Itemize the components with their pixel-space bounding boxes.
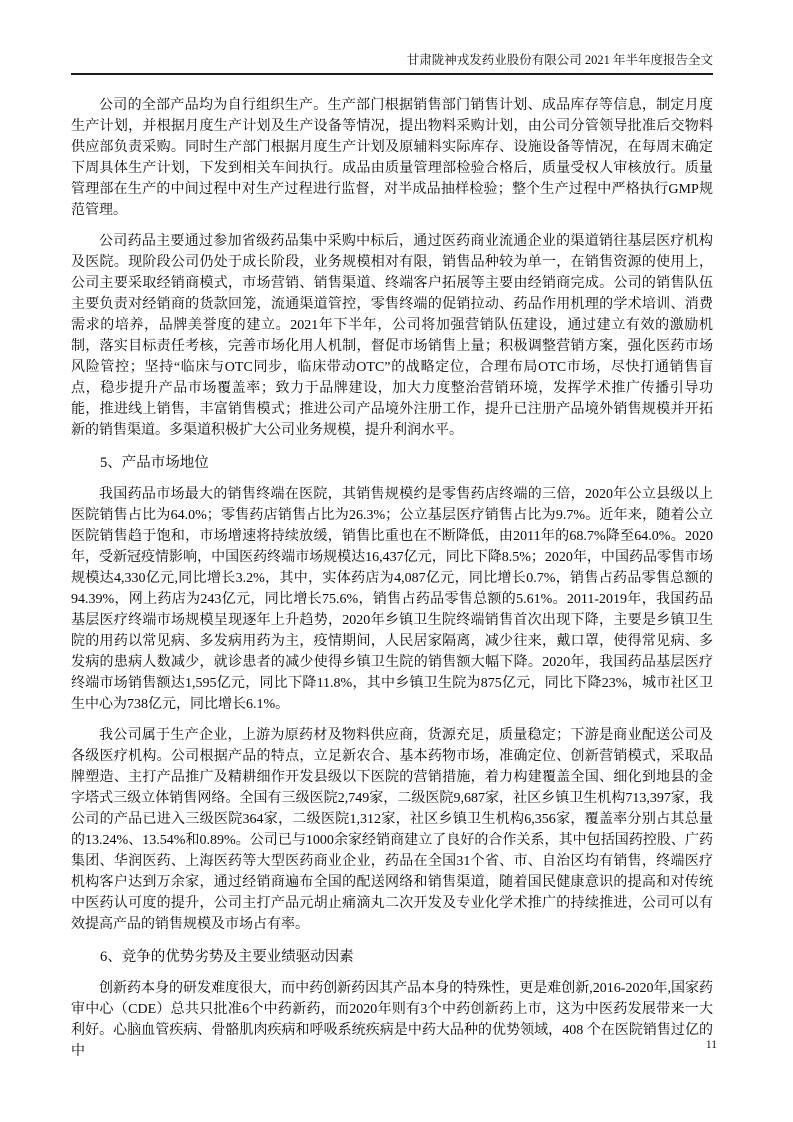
document-body [71,75,713,1062]
body-paragraph: 创新药本身的研发难度很大，而中药创新药因其产品本身的特殊性，更是难创新,2016-2020年,国家药审中心（CDE）总共只批准6个中药新药，而2020年则有3个中药创新药上市，这为中医药发展带来一大利好。心脑血管疾病、骨骼肌肉疾病和呼吸系统疾病是中药大品种的优势领域，408 个在医院销售过亿的中 [71,980,713,1059]
body-paragraph: 公司的全部产品均为自行组织生产。生产部门根据销售部门销售计划、成品库存等信息，制定月度生产计划，并根据月度生产计划及生产设备等情况，提出物料采购计划，由公司分管领导批准后交物料供应部负责采购。同时生产部门根据月度生产计划及原辅料实际库存、设施设备等情况，在每周末确定下周具体生产计划，下发到相关车间执行。成品由质量管理部检验合格后，质量受权人审核放行。质量管理部在生产的中间过程中对生产过程进行监督，对半成品抽样检验；整个生产过程中严格执行GMP规范管理。 [71,97,713,218]
page-number: 11 [705,1039,717,1051]
body-paragraph: 公司药品主要通过参加省级药品集中采购中标后，通过医药商业流通企业的渠道销往基层医疗机构及医院。现阶段公司仍处于成长阶段，业务规模相对有限，销售品种较为单一，在销售资源的使用上，公司主要采取经销商模式，市场营销、销售渠道、终端客户拓展等主要由经销商完成。公司的销售队伍主要负责对经销商的货款回笼，流通渠道管控，零售终端的促销拉动、药品作用机理的学术培训、消费需求的培养，品牌美誉度的建立。2021年下半年，公司将加强营销队伍建设，通过建立有效的激励机制，落实目标责任考核，完善市场化用人机制，督促市场销售上量；积极调整营销方案，强化医药市场风险管控；坚持“临床与OTC同步，临床带动OTC”的战略定位，合理布局OTC市场，尽快打通销售盲点，稳步提升产品市场覆盖率；致力于品牌建设，加大力度整治营销环境，发挥学术推广传播引导功能，推进线上销售，丰富销售模式；推进公司产品境外注册工作，提升已注册产品境外销售规模并开拓新的销售渠道。多渠道积极扩大公司业务规模，提升利润水平。 [71,233,713,438]
section-heading: 5、产品市场地位 [100,454,209,471]
body-paragraph: 我公司属于生产企业，上游为原药材及物料供应商，货源充足，质量稳定；下游是商业配送公司及各级医疗机构。公司根据产品的特点，立足新农合、基本药物市场，准确定位、创新营销模式，采取品牌塑造、主打产品推广及精耕细作开发县级以下医院的营销措施，着力构建覆盖全国、细化到地县的金字塔式三级立体销售网络。全国有三级医院2,749家，二级医院9,687家，社区乡镇卫生机构713,397家，我公司的产品已进入三级医院364家，二级医院1,312家，社区乡镇卫生机构6,356家，覆盖率分别占其总量的13.24%、13.54%和0.89%。公司已与1000余家经销商建立了良好的合作关系，其中包括国药控股、广药集团、华润医药、上海医药等大型医药商业企业，药品在全国31个省、市、自治区均有销售，终端医疗机构客户达到万余家，通过经销商遍布全国的配送网络和销售渠道，随着国民健康意识的提高和对传统中医药认可度的提升，公司主打产品元胡止痛滴丸二次开发及专业化学术推广的持续推进，公司可以有效提高产品的销售规模及市场占有率。 [71,727,713,932]
page-header-title: 甘肃陇神戎发药业股份有限公司 2021 年半年度报告全文 [406,53,713,67]
body-paragraph: 我国药品市场最大的销售终端在医院，其销售规模约是零售药店终端的三倍，2020年公立县级以上医院销售占比为64.0%；零售药店销售占比为26.3%；公立基层医疗销售占比为9.7%。近年来，随着公立医院销售趋于饱和，市场增速将持续放缓，销售比重也在不断降低，由2011年的68.7%降至64.0%。2020年，受新冠疫情影响，中国医药终端市场规模达16,437亿元，同比下降8.5%；2020年，中国药品零售市场规模达4,330亿元,同比增长3.2%，其中，实体药店为4,087亿元，同比增长0.7%，销售占药品零售总额的94.39%，网上药店为243亿元，同比增长75.6%，销售占药品零售总额的5.61%。2011-2019年，我国药品基层医疗终端市场规模呈现逐年上升趋势，2020年乡镇卫生院终端销售首次出现下降，主要是乡镇卫生院的用药以常见病、多发病用药为主，疫情期间，人民居家隔离，减少往来，戴口罩，使得常见病、多发病的患病人数减少，就诊患者的减少使得乡镇卫生院的销售额大幅下降。2020年，我国药品基层医疗终端市场销售额达1,595亿元，同比下降11.8%，其中乡镇卫生院为875亿元，同比下降23%，城市社区卫生中心为738亿元，同比增长6.1%。 [71,486,713,712]
section-heading: 6、竞争的优势劣势及主要业绩驱动因素 [100,948,354,965]
